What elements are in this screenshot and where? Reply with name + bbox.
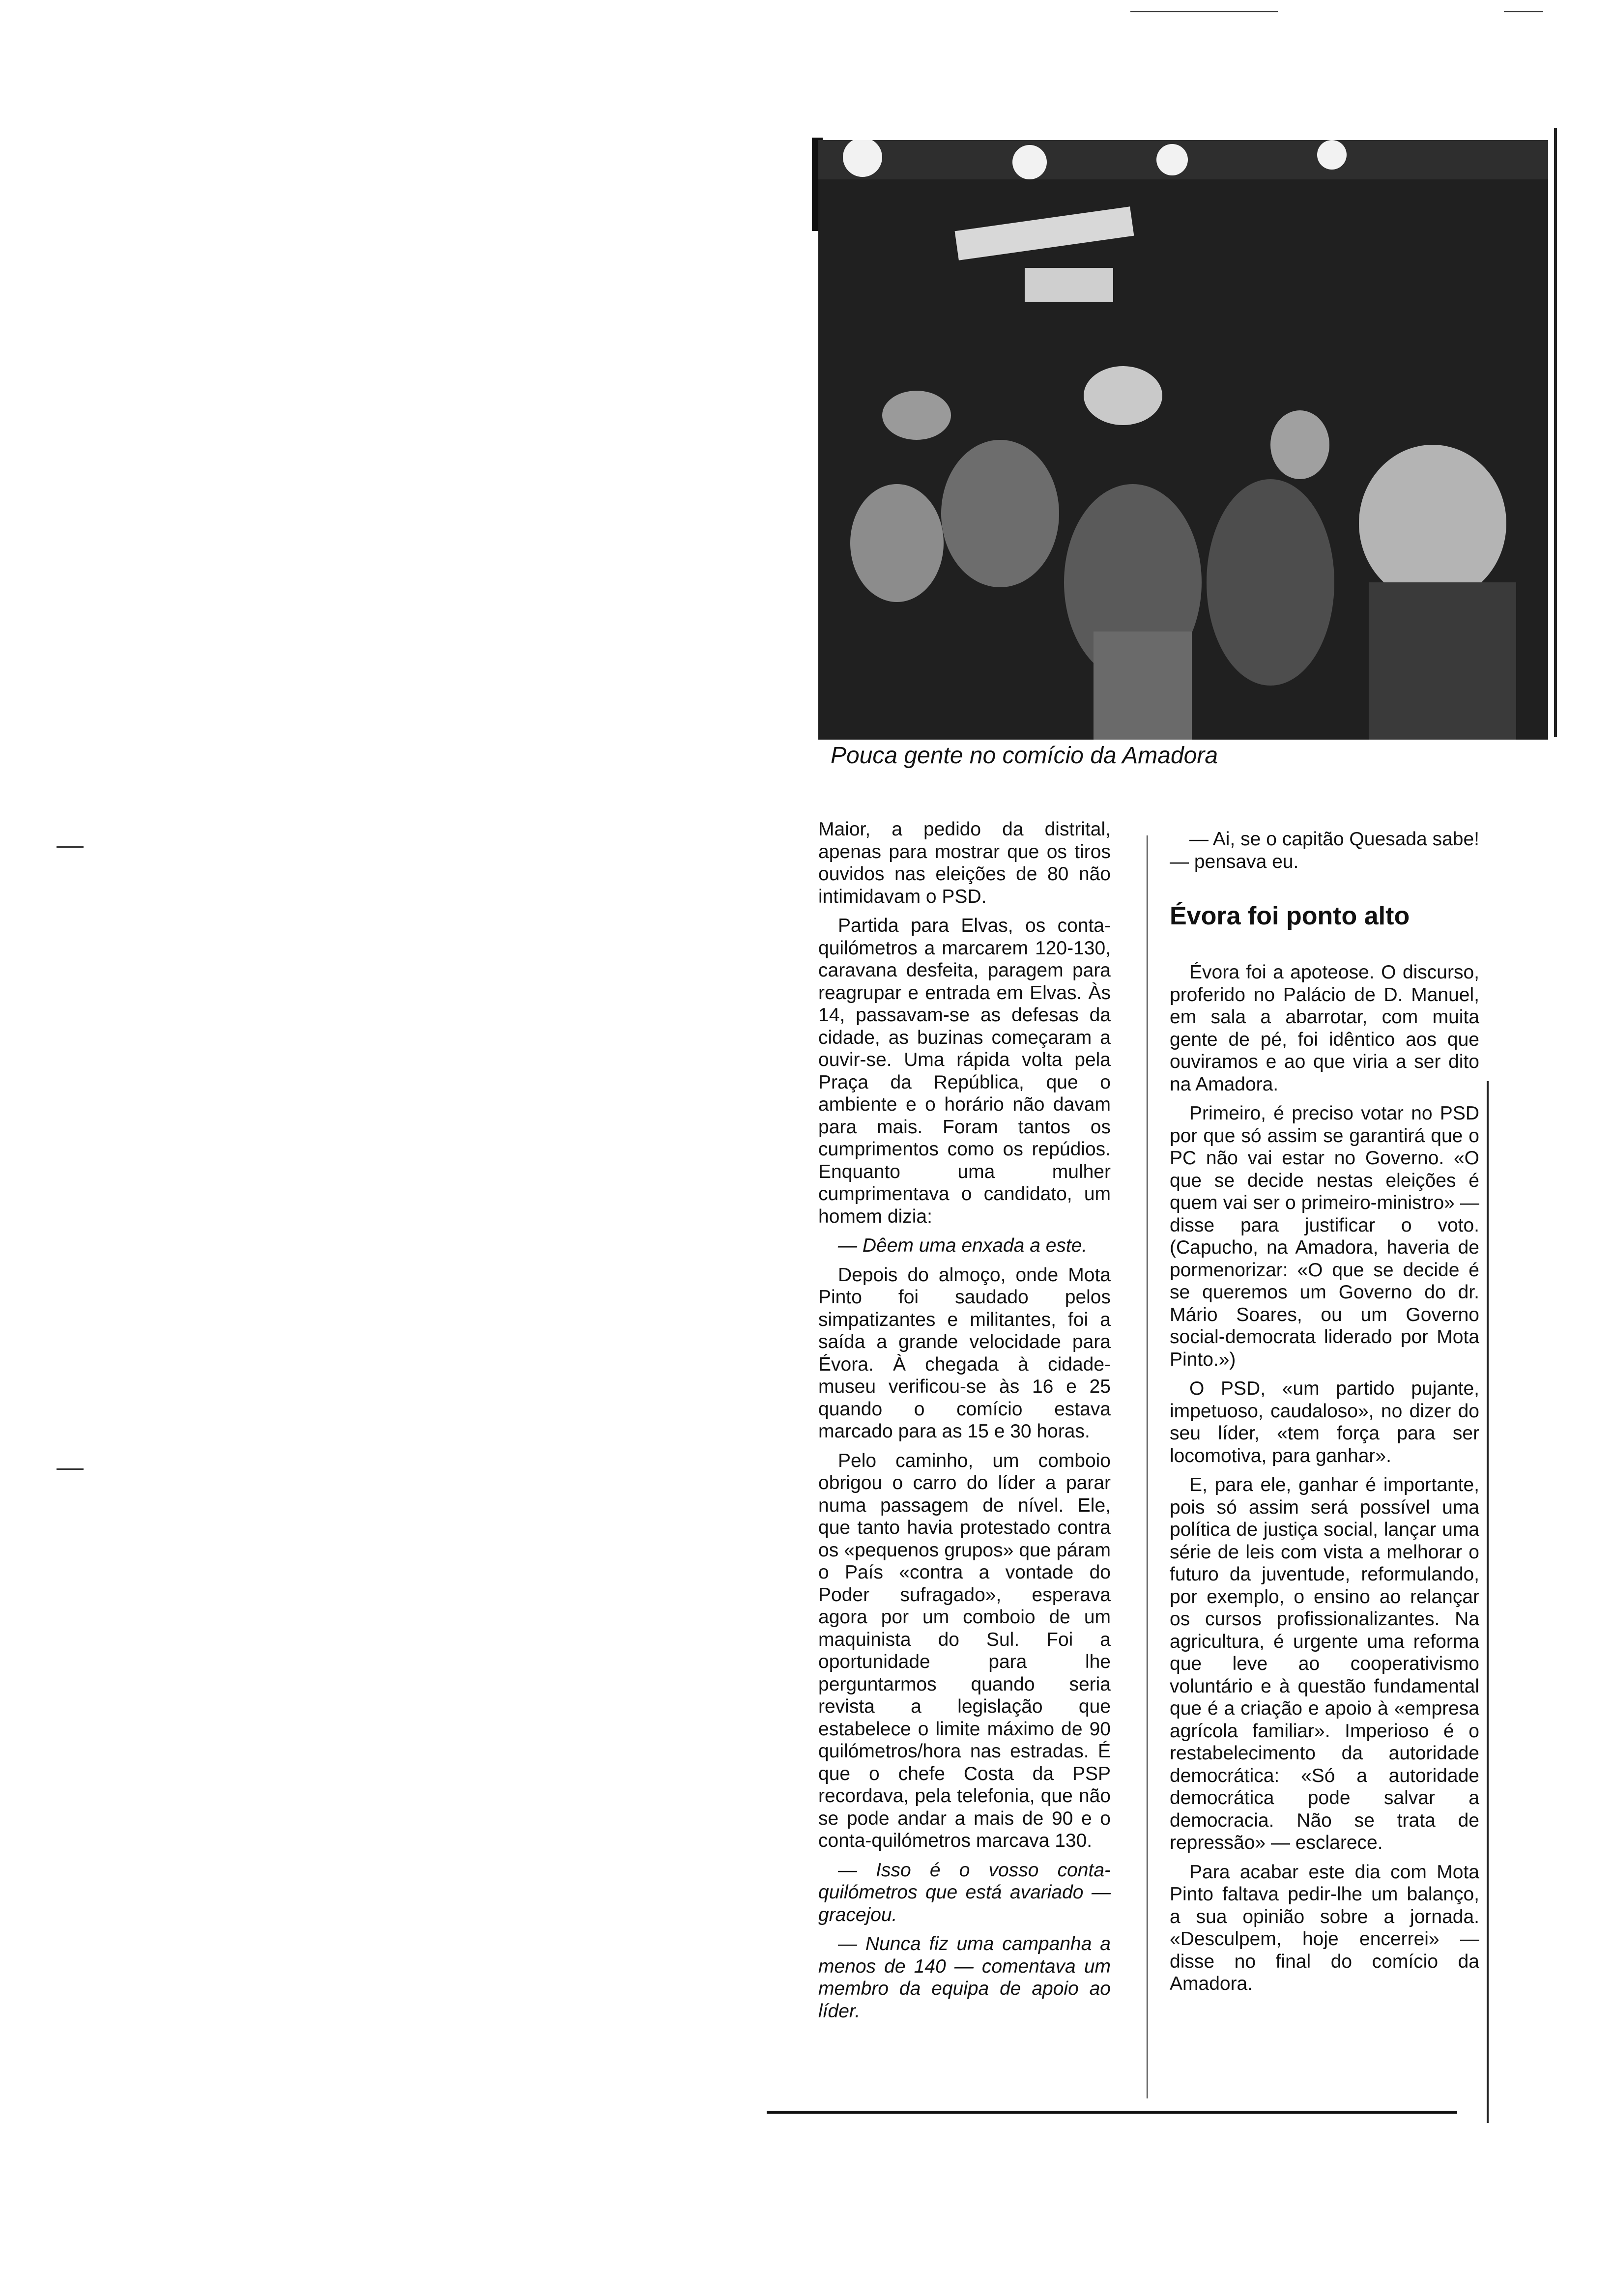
right-edge-line (1487, 1081, 1489, 2123)
scan-mark (1130, 11, 1278, 12)
margin-tick (57, 846, 84, 848)
paragraph: Pelo caminho, um comboio obrigou o carro do líder a parar numa passagem de nível. Ele, que tanto havia protestado contra os «pequenos grupos» que páram o País «contra a vontade do Poder sufragado», esperava agora por um comboio de um maquinista do Sul. Foi a oportunidade para lhe perguntarmos quando seria revista a legislação que estabelece o limite máximo de 90 quilómetros/hora nas estradas. É que o chefe Costa da PSP recordava, pela telefonia, que não se pode andar a mais de 90 e o conta-quilómetros marcava 130. (818, 1450, 1111, 1851)
crowd-illustration (818, 140, 1548, 740)
paragraph: Para acabar este dia com Mota Pinto faltava pedir-lhe um balanço, a sua opinião sobre a jornada. «Desculpem, hoje encerrei» — disse no final do comício da Amadora. (1170, 1861, 1479, 1994)
article-end-rule (767, 2111, 1457, 2114)
section-heading: Évora foi ponto alto (1170, 902, 1410, 930)
right-edge-line (1554, 128, 1557, 737)
crowd-photo (818, 140, 1548, 740)
quote-paragraph: — Nunca fiz uma campanha a menos de 140 — comentava um membro da equipa de apoio ao líder. (818, 1933, 1111, 2022)
paragraph: Primeiro, é preciso votar no PSD por que só assim se garantirá que o PC não vai estar no Governo. «O que se decide nestas eleições é quem vai ser o primeiro-ministro» — disse para justificar o voto. (Capucho, na Amadora, haveria de pormenorizar: «O que se decide é se queremos um Governo do dr. Mário Soares, ou um Governo social-democrata liderado por Mota Pinto.») (1170, 1103, 1479, 1370)
paragraph: Partida para Elvas, os conta-quilómetros a marcarem 120-130, caravana desfeita, paragem para reagrupar e entrada em Elvas. Às 14, passavam-se as defesas da cidade, as buzinas começaram a ouvir-se. Uma rápida volta pela Praça da República, que o ambiente e o horário não davam para mais. Foram tantos os cumprimentos como os repúdios. Enquanto uma mulher cumprimentava o candidato, um homem dizia: (818, 915, 1111, 1227)
paragraph: Maior, a pedido da distrital, apenas para mostrar que os tiros ouvidos nas eleições de 80 não intimidavam o PSD. (818, 819, 1111, 907)
paragraph: Évora foi a apoteose. O discurso, proferido no Palácio de D. Manuel, em sala a abarrotar, com muita gente de pé, foi idêntico aos que ouviramos e ao que viria a ser dito na Amadora. (1170, 962, 1479, 1095)
quote-paragraph: — Dêem uma enxada a este. (838, 1235, 1088, 1256)
photo-caption: Pouca gente no comício da Amadora (831, 743, 1218, 769)
paragraph: — Ai, se o capitão Quesada sabe! — pensava eu. (1170, 829, 1479, 872)
article-column-left (818, 818, 1111, 2022)
scan-mark (1504, 11, 1543, 12)
article-column-right (1170, 828, 1479, 1995)
margin-tick (57, 1468, 84, 1470)
paragraph: E, para ele, ganhar é importante, pois só assim será possível uma política de justiça social, lançar uma série de leis com vista a melhorar o futuro da juventude, reformulando, por exemplo, o ensino ao relançar os cursos profissionalizantes. Na agricultura, é urgente uma reforma que leve ao cooperativismo voluntário e à questão fundamental que é a criação e apoio à «empresa agrícola familiar». Imperioso é o restabelecimento da autoridade democrática: «Só a autoridade democrática pode salvar a democracia. Não se trata de repressão» — esclarece. (1170, 1474, 1479, 1853)
paragraph: O PSD, «um partido pujante, impetuoso, caudaloso», no dizer do seu líder, «tem força para ser locomotiva, para ganhar». (1170, 1378, 1479, 1466)
paragraph: Depois do almoço, onde Mota Pinto foi saudado pelos simpatizantes e militantes, foi a saída a grande velocidade para Évora. À chegada à cidade-museu verificou-se às 16 e 25 quando o comício estava marcado para as 15 e 30 horas. (818, 1264, 1111, 1442)
column-divider (1147, 835, 1148, 2098)
quote-paragraph: — Isso é o vosso conta-quilómetros que está avariado — gracejou. (818, 1859, 1111, 1925)
